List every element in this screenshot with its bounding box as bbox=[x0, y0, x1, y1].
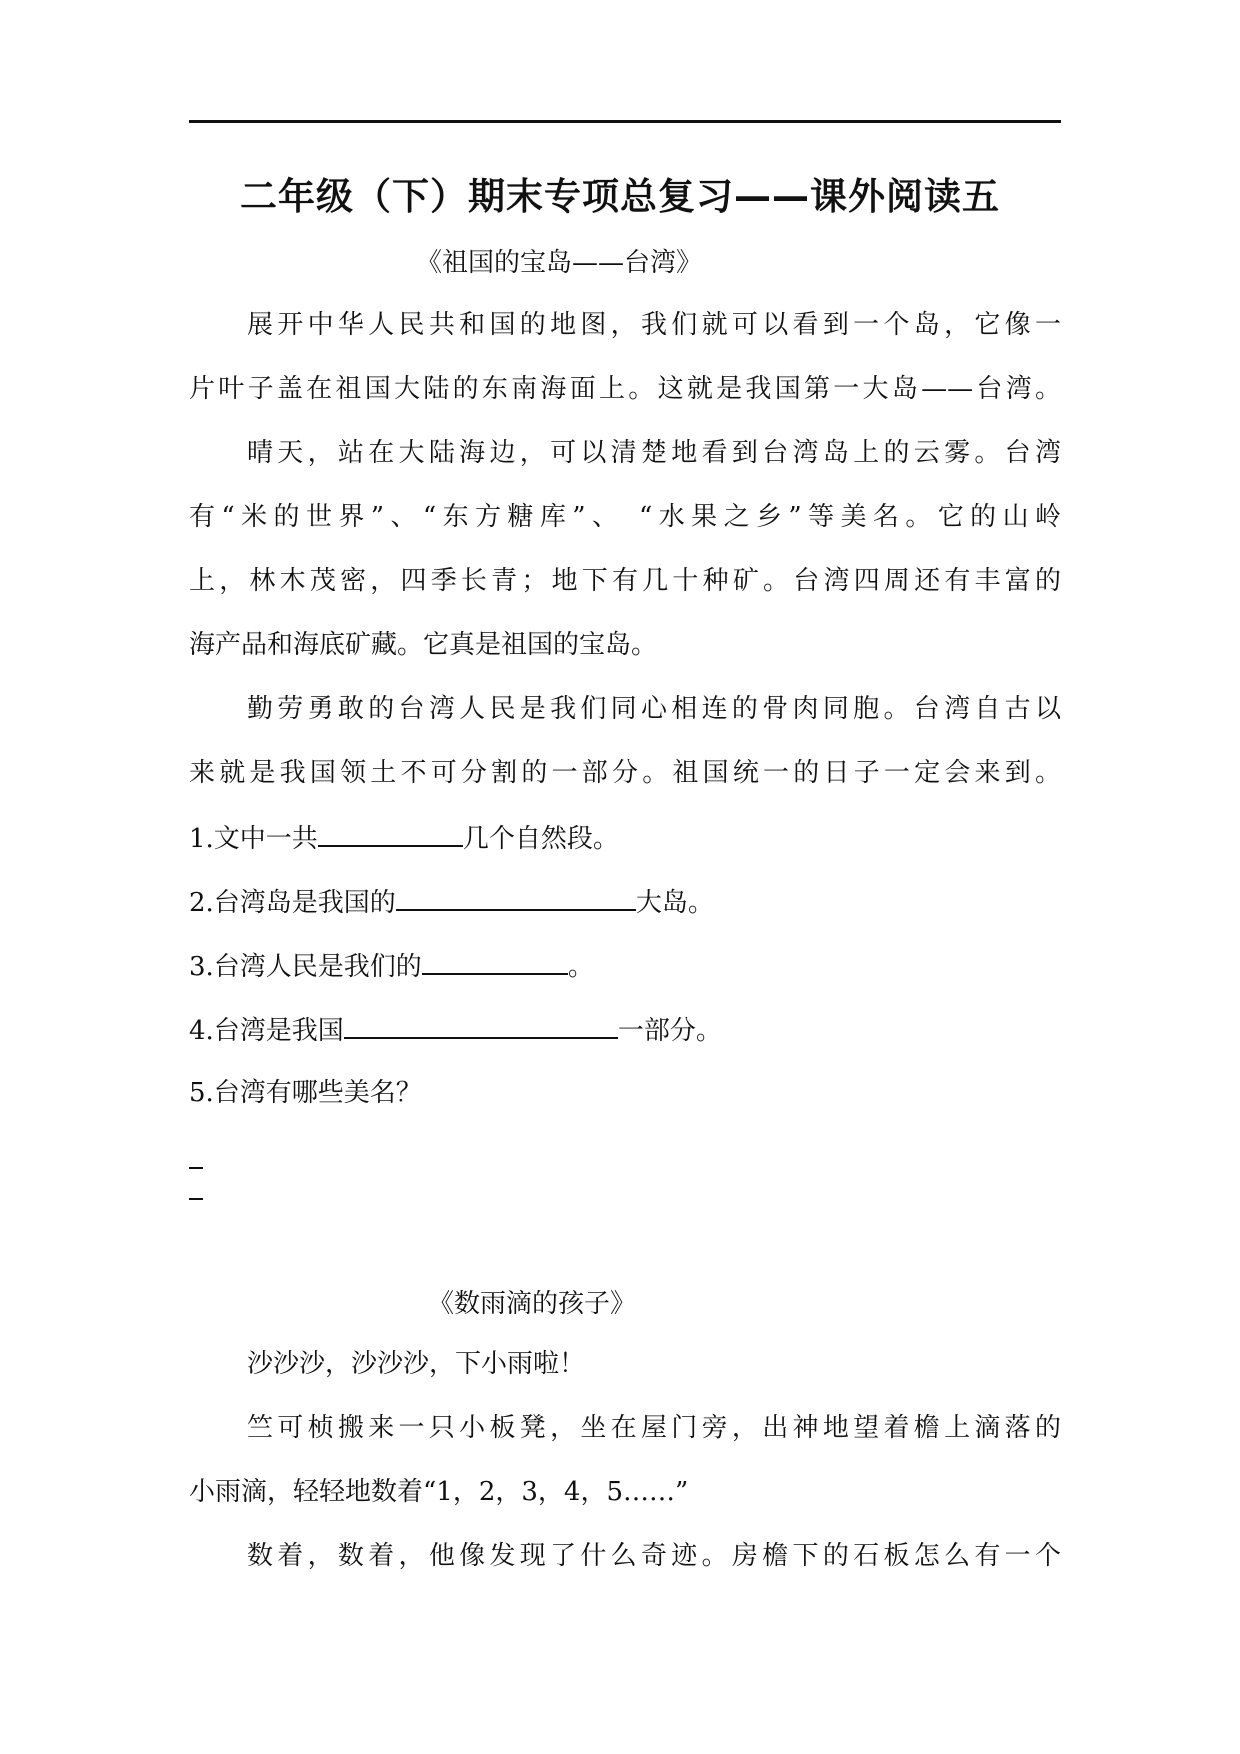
passage-line: 展开中华人民共和国的地图，我们就可以看到一个岛，它像一 bbox=[247, 310, 1061, 340]
question-text: 4.台湾是我国 bbox=[189, 1016, 344, 1046]
question-text: 2.台湾岛是我国的 bbox=[189, 888, 396, 918]
passage-line: 勤劳勇敢的台湾人民是我们同心相连的骨肉同胞。台湾自古以 bbox=[247, 694, 1061, 724]
answer-line[interactable] bbox=[189, 1167, 203, 1169]
passage-title-taiwan: 《祖国的宝岛——台湾》 bbox=[416, 248, 703, 278]
answer-line[interactable] bbox=[189, 1198, 203, 1200]
passage-line: 沙沙沙，沙沙沙，下小雨啦！ bbox=[247, 1349, 586, 1379]
question-text: 一部分。 bbox=[617, 1016, 722, 1046]
question-4 bbox=[189, 1009, 722, 1051]
passage-line: 来就是我国领土不可分割的一部分。祖国统一的日子一定会来到。 bbox=[189, 758, 1061, 788]
answer-blank[interactable] bbox=[318, 817, 463, 847]
answer-blank[interactable] bbox=[396, 881, 636, 911]
question-text: 1.文中一共 bbox=[189, 824, 318, 854]
question-2 bbox=[189, 881, 714, 923]
question-text: 3.台湾人民是我们的 bbox=[189, 952, 422, 982]
passage-title-raindrops: 《数雨滴的孩子》 bbox=[428, 1289, 637, 1319]
question-text: 大岛。 bbox=[635, 888, 714, 918]
passage-line: 有“米的世界”、“东方糖库”、 “水果之乡”等美名。它的山岭 bbox=[189, 502, 1061, 532]
answer-blank[interactable] bbox=[344, 1009, 618, 1039]
question-5 bbox=[189, 1073, 422, 1113]
passage-line: 上，林木茂密，四季长青；地下有几十种矿。台湾四周还有丰富的 bbox=[189, 566, 1061, 596]
answer-blank[interactable] bbox=[422, 945, 568, 975]
question-3 bbox=[189, 945, 594, 987]
passage-line: 晴天，站在大陆海边，可以清楚地看到台湾岛上的云雾。台湾 bbox=[247, 438, 1061, 468]
page-title: 二年级（下）期末专项总复习——课外阅读五 bbox=[240, 175, 1000, 218]
passage-line: 小雨滴，轻轻地数着“1，2，3，4，5……” bbox=[189, 1477, 689, 1507]
passage-line: 海产品和海底矿藏。它真是祖国的宝岛。 bbox=[189, 630, 658, 660]
passage-line: 数着，数着，他像发现了什么奇迹。房檐下的石板怎么有一个 bbox=[247, 1541, 1061, 1571]
header-rule bbox=[189, 120, 1061, 123]
question-1 bbox=[189, 817, 619, 859]
question-text: 。 bbox=[567, 952, 594, 982]
question-text: 5.台湾有哪些美名？ bbox=[189, 1078, 422, 1108]
passage-line: 竺可桢搬来一只小板凳，坐在屋门旁，出神地望着檐上滴落的 bbox=[247, 1413, 1061, 1443]
question-text: 几个自然段。 bbox=[462, 824, 619, 854]
passage-line: 片叶子盖在祖国大陆的东南海面上。这就是我国第一大岛——台湾。 bbox=[189, 374, 1061, 404]
